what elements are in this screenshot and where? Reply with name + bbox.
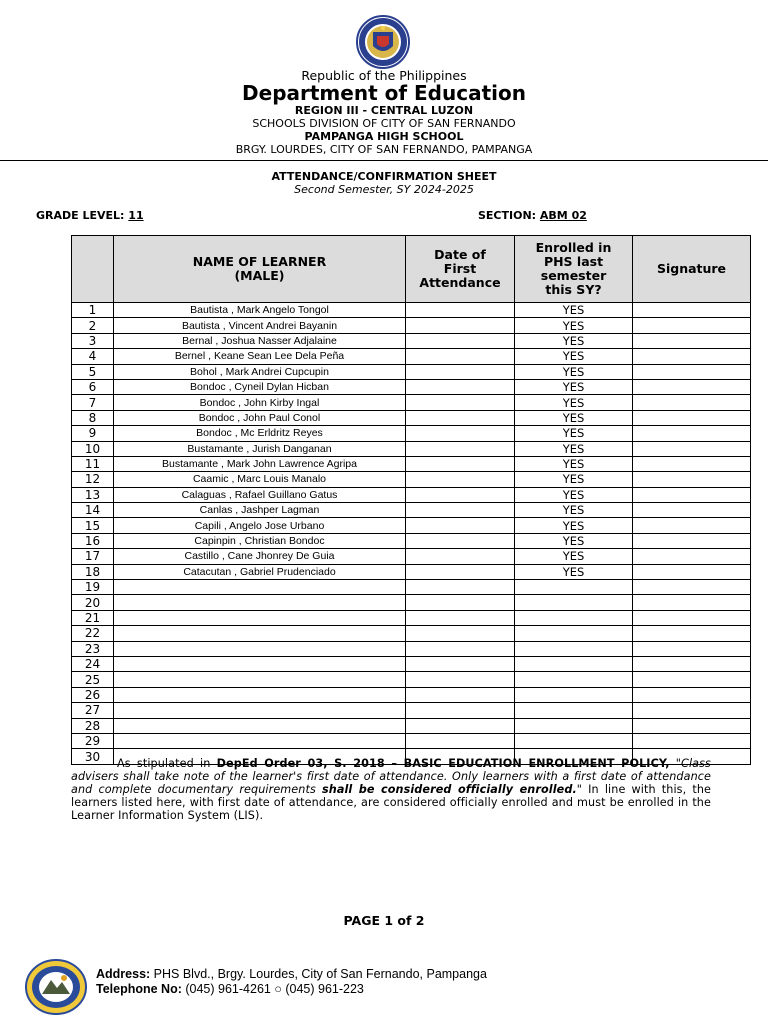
learner-name-cell: Castillo , Cane Jhonrey De Guia	[114, 549, 406, 564]
learner-name-cell	[114, 703, 406, 718]
table-row	[72, 472, 751, 487]
footer-address-value: PHS Blvd., Brgy. Lourdes, City of San Fernando, Pampanga	[150, 967, 487, 981]
enrolled-cell	[515, 595, 633, 610]
learner-name-cell: Catacutan , Gabriel Prudenciado	[114, 564, 406, 579]
row-number-cell: 10	[72, 441, 114, 456]
row-number-cell: 3	[72, 333, 114, 348]
signature-cell	[633, 318, 751, 333]
table-row	[72, 395, 751, 410]
signature-cell	[633, 687, 751, 702]
enrolled-cell: YES	[515, 503, 633, 518]
row-number-cell: 1	[72, 303, 114, 318]
table-row	[72, 426, 751, 441]
enrolled-cell: YES	[515, 395, 633, 410]
enrolled-cell: YES	[515, 472, 633, 487]
table-row	[72, 580, 751, 595]
row-number-cell: 19	[72, 580, 114, 595]
row-number-cell: 5	[72, 364, 114, 379]
signature-cell	[633, 610, 751, 625]
table-row	[72, 610, 751, 625]
signature-cell	[633, 733, 751, 748]
enrolled-cell	[515, 580, 633, 595]
table-row	[72, 487, 751, 502]
table-row	[72, 641, 751, 656]
section	[478, 209, 587, 222]
date-cell	[406, 610, 515, 625]
row-number-cell: 9	[72, 426, 114, 441]
row-number-cell: 7	[72, 395, 114, 410]
grade-level	[36, 209, 144, 222]
learner-name-cell: Bondoc , Mc Erldritz Reyes	[114, 426, 406, 441]
date-cell	[406, 641, 515, 656]
enrolled-cell	[515, 687, 633, 702]
learner-name-cell: Calaguas , Rafael Guillano Gatus	[114, 487, 406, 502]
date-cell	[406, 703, 515, 718]
signature-cell	[633, 333, 751, 348]
department-heading: Department of Education	[242, 81, 526, 105]
row-number-cell: 22	[72, 626, 114, 641]
enrolled-cell: YES	[515, 456, 633, 471]
table-row	[72, 564, 751, 579]
school-logo	[24, 958, 88, 1016]
row-number-cell: 4	[72, 349, 114, 364]
row-number-cell: 24	[72, 656, 114, 671]
enrolled-cell	[515, 626, 633, 641]
enrolled-cell: YES	[515, 349, 633, 364]
table-row	[72, 656, 751, 671]
grade-level-value: 11	[128, 209, 144, 222]
table-row	[72, 626, 751, 641]
table-row	[72, 533, 751, 548]
table-row	[72, 456, 751, 471]
row-number-cell: 11	[72, 456, 114, 471]
signature-cell	[633, 349, 751, 364]
date-cell	[406, 672, 515, 687]
table-row	[72, 549, 751, 564]
enrolled-cell	[515, 610, 633, 625]
row-number-cell: 27	[72, 703, 114, 718]
signature-cell	[633, 672, 751, 687]
date-cell	[406, 441, 515, 456]
column-header-enrolled: Enrolled in PHS last semester this SY?	[515, 236, 633, 303]
date-cell	[406, 349, 515, 364]
date-cell	[406, 333, 515, 348]
signature-cell	[633, 456, 751, 471]
row-number-cell: 25	[72, 672, 114, 687]
row-number-cell: 26	[72, 687, 114, 702]
learner-name-cell	[114, 656, 406, 671]
table-row	[72, 379, 751, 394]
date-cell	[406, 456, 515, 471]
date-cell	[406, 395, 515, 410]
row-number-cell: 16	[72, 533, 114, 548]
learner-name-cell: Bustamante , Mark John Lawrence Agripa	[114, 456, 406, 471]
region-heading: REGION III - CENTRAL LUZON	[294, 104, 474, 117]
date-cell	[406, 503, 515, 518]
enrolled-cell	[515, 641, 633, 656]
learner-name-cell: Bohol , Mark Andrei Cupcupin	[114, 364, 406, 379]
date-cell	[406, 626, 515, 641]
date-cell	[406, 303, 515, 318]
learner-name-cell	[114, 733, 406, 748]
table-row	[72, 718, 751, 733]
signature-cell	[633, 580, 751, 595]
signature-cell	[633, 564, 751, 579]
table-row	[72, 518, 751, 533]
learner-name-cell	[114, 610, 406, 625]
signature-cell	[633, 718, 751, 733]
learner-name-cell	[114, 672, 406, 687]
date-cell	[406, 564, 515, 579]
signature-cell	[633, 379, 751, 394]
signature-cell	[633, 410, 751, 425]
enrolled-cell: YES	[515, 364, 633, 379]
signature-cell	[633, 472, 751, 487]
enrolled-cell: YES	[515, 410, 633, 425]
date-cell	[406, 733, 515, 748]
enrolled-cell: YES	[515, 303, 633, 318]
signature-cell	[633, 395, 751, 410]
sheet-title: ATTENDANCE/CONFIRMATION SHEET	[271, 170, 497, 183]
table-row	[72, 733, 751, 748]
column-header-date: Date of First Attendance	[406, 236, 515, 303]
date-cell	[406, 487, 515, 502]
date-cell	[406, 718, 515, 733]
enrolled-cell: YES	[515, 426, 633, 441]
learner-name-cell: Caamic , Marc Louis Manalo	[114, 472, 406, 487]
table-row	[72, 503, 751, 518]
learner-name-cell: Canlas , Jashper Lagman	[114, 503, 406, 518]
signature-cell	[633, 518, 751, 533]
school-address: BRGY. LOURDES, CITY OF SAN FERNANDO, PAMPANGA	[235, 143, 533, 156]
signature-cell	[633, 703, 751, 718]
footer-telephone-label: Telephone No:	[96, 982, 182, 996]
column-header-signature: Signature	[633, 236, 751, 303]
date-cell	[406, 595, 515, 610]
table-row	[72, 672, 751, 687]
learner-name-cell: Bautista , Mark Angelo Tongol	[114, 303, 406, 318]
row-number-cell: 29	[72, 733, 114, 748]
table-row	[72, 318, 751, 333]
table-row	[72, 410, 751, 425]
enrolled-cell	[515, 672, 633, 687]
learner-name-cell	[114, 595, 406, 610]
header-divider	[0, 160, 768, 161]
enrolled-cell: YES	[515, 333, 633, 348]
row-number-cell: 15	[72, 518, 114, 533]
table-row	[72, 333, 751, 348]
signature-cell	[633, 641, 751, 656]
learner-name-cell: Bondoc , Cyneil Dylan Hicban	[114, 379, 406, 394]
enrolled-cell: YES	[515, 441, 633, 456]
learner-name-cell: Capili , Angelo Jose Urbano	[114, 518, 406, 533]
table-row	[72, 349, 751, 364]
enrolled-cell: YES	[515, 487, 633, 502]
signature-cell	[633, 533, 751, 548]
attendance-table	[71, 235, 751, 765]
table-row	[72, 364, 751, 379]
signature-cell	[633, 441, 751, 456]
date-cell	[406, 687, 515, 702]
table-header-row	[72, 236, 751, 303]
enrolled-cell: YES	[515, 564, 633, 579]
enrolled-cell: YES	[515, 533, 633, 548]
row-number-cell: 17	[72, 549, 114, 564]
section-value: ABM 02	[539, 209, 587, 222]
signature-cell	[633, 426, 751, 441]
row-number-cell: 8	[72, 410, 114, 425]
table-row	[72, 703, 751, 718]
row-number-cell: 6	[72, 379, 114, 394]
signature-cell	[633, 656, 751, 671]
column-header-name: NAME OF LEARNER (MALE)	[114, 236, 406, 303]
table-row	[72, 595, 751, 610]
date-cell	[406, 364, 515, 379]
signature-cell	[633, 303, 751, 318]
enrolled-cell: YES	[515, 318, 633, 333]
date-cell	[406, 410, 515, 425]
learner-name-cell: Bernel , Keane Sean Lee Dela Peña	[114, 349, 406, 364]
division-heading: SCHOOLS DIVISION OF CITY OF SAN FERNANDO	[252, 117, 516, 130]
learner-name-cell: Bustamante , Jurish Danganan	[114, 441, 406, 456]
enrolled-cell: YES	[515, 549, 633, 564]
row-number-cell: 21	[72, 610, 114, 625]
enrolled-cell: YES	[515, 518, 633, 533]
learner-name-cell: Capinpin , Christian Bondoc	[114, 533, 406, 548]
table-row	[72, 441, 751, 456]
date-cell	[406, 426, 515, 441]
footer-telephone	[96, 982, 364, 996]
enrolled-cell: YES	[515, 379, 633, 394]
table-row	[72, 303, 751, 318]
republic-heading: Republic of the Philippines	[301, 68, 467, 83]
enrollment-policy-paragraph: As stipulated in DepEd Order 03, S. 2018 – BASIC EDUCATION ENROLLMENT POLICY, "Class advisers shall take note of the learner's first date of attendance. Only learners with a first date of attendance and complete documentary requirements shall be considered officially enrolled." In line with this, the learners listed here, with first date of attendance, are considered officially enrolled and must be enrolled in the Learner Information System (LIS).	[71, 757, 711, 822]
date-cell	[406, 379, 515, 394]
date-cell	[406, 656, 515, 671]
row-number-cell: 23	[72, 641, 114, 656]
learner-name-cell: Bondoc , John Paul Conol	[114, 410, 406, 425]
learner-name-cell: Bernal , Joshua Nasser Adjalaine	[114, 333, 406, 348]
learner-name-cell	[114, 580, 406, 595]
row-number-cell: 30	[72, 749, 114, 764]
signature-cell	[633, 503, 751, 518]
row-number-cell: 12	[72, 472, 114, 487]
date-cell	[406, 549, 515, 564]
learner-name-cell	[114, 687, 406, 702]
row-number-cell: 13	[72, 487, 114, 502]
row-number-cell: 14	[72, 503, 114, 518]
learner-name-cell	[114, 626, 406, 641]
learner-name-cell: Bondoc , John Kirby Ingal	[114, 395, 406, 410]
row-number-cell: 18	[72, 564, 114, 579]
date-cell	[406, 318, 515, 333]
row-number-cell: 28	[72, 718, 114, 733]
footer-address-label: Address:	[96, 967, 151, 981]
signature-cell	[633, 595, 751, 610]
footer-address	[96, 967, 487, 981]
deped-seal-logo	[353, 14, 413, 70]
date-cell	[406, 518, 515, 533]
enrolled-cell	[515, 733, 633, 748]
school-heading: PAMPANGA HIGH SCHOOL	[304, 130, 464, 143]
signature-cell	[633, 364, 751, 379]
grade-level-label: GRADE LEVEL:	[36, 209, 125, 222]
row-number-cell: 2	[72, 318, 114, 333]
signature-cell	[633, 487, 751, 502]
sheet-subtitle: Second Semester, SY 2024-2025	[294, 183, 474, 196]
column-header-number	[72, 236, 114, 303]
enrolled-cell	[515, 718, 633, 733]
section-label: SECTION:	[478, 209, 537, 222]
date-cell	[406, 580, 515, 595]
date-cell	[406, 533, 515, 548]
signature-cell	[633, 626, 751, 641]
signature-cell	[633, 549, 751, 564]
learner-name-cell	[114, 718, 406, 733]
learner-name-cell	[114, 641, 406, 656]
date-cell	[406, 472, 515, 487]
learner-name-cell: Bautista , Vincent Andrei Bayanin	[114, 318, 406, 333]
footer-telephone-value: (045) 961-4261 ○ (045) 961-223	[181, 982, 364, 996]
enrolled-cell	[515, 703, 633, 718]
row-number-cell: 20	[72, 595, 114, 610]
enrolled-cell	[515, 656, 633, 671]
page-number: PAGE 1 of 2	[343, 913, 425, 928]
table-row	[72, 687, 751, 702]
